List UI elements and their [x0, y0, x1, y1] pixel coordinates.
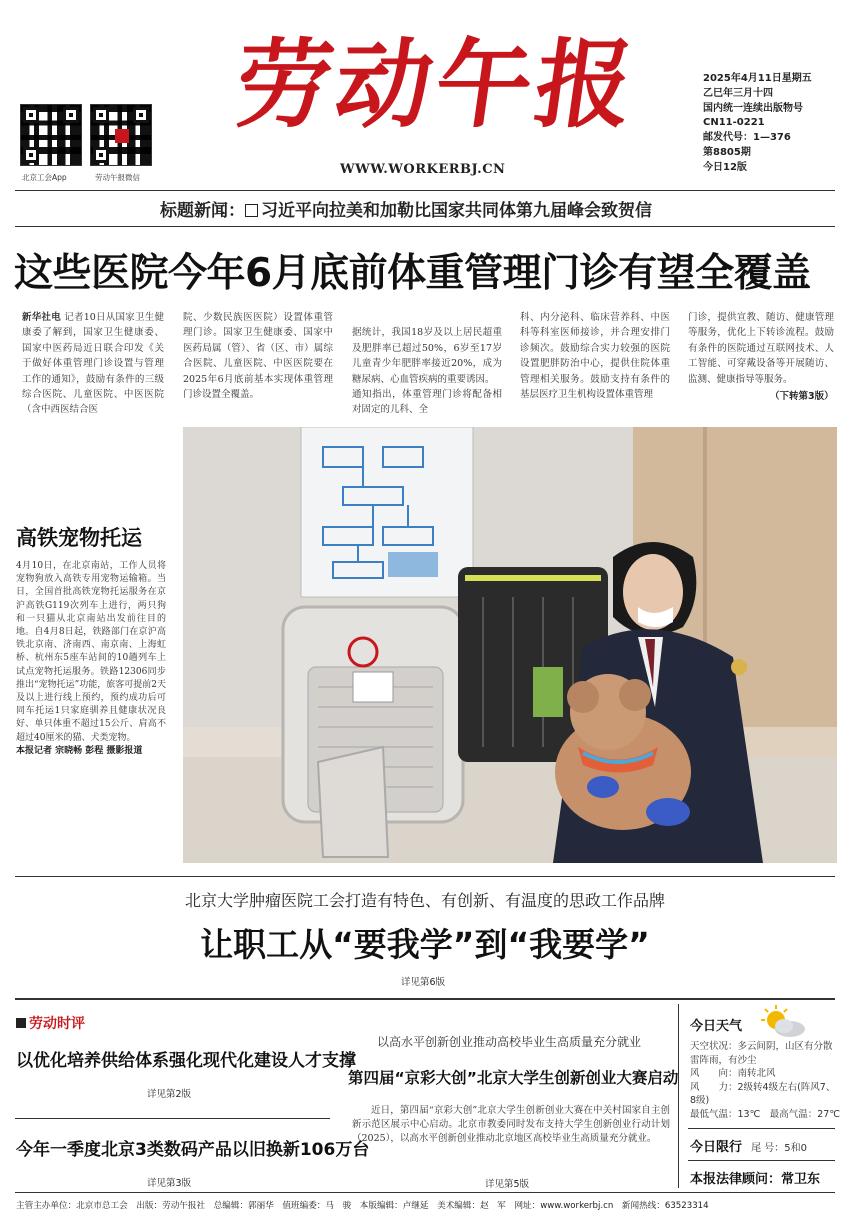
lead-text-4: 科、内分泌科、临床营养科、中医科等科室医师接诊，并合理安排门诊频次。鼓励综合实力较强的医院设置肥胖防治中心，提供住院体重管理相关服务。鼓励支持有条件的基层医疗卫生机构设置体重管理 [520, 312, 670, 401]
qr-eye-icon [133, 107, 149, 123]
qr-eye-icon [63, 107, 79, 123]
weather-wind-direction: 风 向：南转北风 [690, 1068, 776, 1079]
lead-text-3: 据统计，我国18岁及以上居民超重及肥胖率已超过50%，6岁至17岁儿童青少年肥胖率接近20%，成为糖尿病、心血管疾病的重要诱因。 通知指出，体重管理门诊将配备相对固定的儿科、全 [352, 327, 502, 416]
headline-news-text: 习近平向拉美和加勒比国家共同体第九届峰会致贺信 [261, 201, 652, 221]
square-bullet-icon [16, 1018, 26, 1028]
issue-number: 第8805期 [703, 146, 751, 158]
photo-story-text: 4月10日，在北京南站，工作人员将宠物狗放入高铁专用宠物运输箱。当日，全国首批高铁宠物托运服务在京沪高铁G119次列车上进行，两只狗和一只猫从北京南站出发前往目的地。自4月8日起，铁路部门在京沪高铁北京南、济南西、南京南、上海虹桥、杭州东5座车站间的10趟列车上试点宠物托运服务。铁路12306同步推出“宠物托运”功能，旅客可提前2天及以上进行线上预约，预约成功后可同车托运1只家庭驯养且健康状况良好、单只体重不超过15公斤、肩高不超过40厘米的猫、犬类宠物。 [16, 561, 166, 743]
weather-temperature: 最低气温：13℃ 最高气温：27℃ [690, 1108, 841, 1120]
contest-body [352, 1104, 670, 1147]
feature-subtitle: 北京大学肿瘤医院工会打造有特色、有创新、有温度的思政工作品牌 [184, 891, 665, 910]
masthead-url[interactable]: WWW.WORKERBJ.CN [340, 162, 506, 177]
contest-jump[interactable]: 详见第5版 [485, 1179, 530, 1190]
qr-eye-icon [93, 107, 109, 123]
weather-details [690, 1040, 840, 1121]
lead-dateline: 新华社电 [22, 312, 61, 323]
serial-label: 国内统一连续出版物号 [703, 102, 803, 114]
photo-credit: 本报记者 宗晓畅 彭程 摄影报道 [16, 745, 143, 756]
qr-eye-icon [93, 147, 109, 163]
logo-icon [115, 129, 129, 143]
masthead-logo: 劳动午报 [228, 28, 645, 141]
photo-story-title[interactable]: 高铁宠物托运 [16, 526, 142, 550]
commentary-header [16, 1013, 85, 1033]
commentary-divider [15, 1118, 330, 1119]
weather-wind-force: 风 力：2级转4级左右(阵风7、8级) [690, 1081, 836, 1106]
weather-title: 今日天气 [690, 1019, 743, 1034]
footer-credits: 主管主办单位：北京市总工会 出版：劳动午报社 总编辑：郭丽华 值班编委：马 骏 本版编辑：卢继延 美术编辑：赵 军 网址：www.workerbj.cn 新闻热线：63523314 [16, 1201, 709, 1211]
qr-eye-icon [23, 107, 39, 123]
legal-advisor: 本报法律顾问：常卫东 [690, 1172, 821, 1187]
feature-jump[interactable]: 详见第6版 [401, 977, 446, 988]
lead-text-2: 院、少数民族医医院）设置体重管理门诊。国家卫生健康委、国家中医药局属（管）、省（区、市）属综合医院、儿童医院、中医医院要在2025年6月底前基本实现体重管理门诊设置全覆盖。 [183, 312, 333, 401]
lead-text-1: 记者10日从国家卫生健康委了解到，国家卫生健康委、国家中医药局近日联合印发《关于做好体重管理门诊设置与管理工作的通知》，鼓励有条件的三级综合医院、儿童医院、中医医院（含中西医结合医 [22, 312, 164, 416]
feature-title[interactable]: 让职工从“要我学”到“我要学” [200, 925, 650, 964]
weather-divider [688, 1128, 835, 1129]
masthead-divider [15, 190, 835, 191]
photo-illustration [183, 427, 837, 863]
qr-right-label: 劳动午报微信 [95, 173, 140, 182]
qr-eye-icon [23, 147, 39, 163]
photo-story-body [16, 560, 166, 758]
issue-date: 2025年4月11日星期五 [703, 73, 812, 84]
photo-pet-transport [183, 427, 837, 863]
feature-divider [15, 998, 835, 1000]
contest-title[interactable]: 第四届“京彩大创”北京大学生创新创业大赛启动 [348, 1069, 679, 1087]
sidebar-divider [678, 1004, 679, 1188]
lead-column-2 [183, 310, 333, 402]
qr-left-label: 北京工会App [22, 173, 67, 182]
lead-column-1 [22, 310, 164, 418]
postcode: 邮发代号：1—376 [703, 132, 791, 144]
commentary-item-1-jump[interactable]: 详见第2版 [147, 1089, 192, 1100]
footer-divider [15, 1192, 835, 1193]
headline-news-label: 标题新闻： [160, 201, 245, 221]
restriction-block [690, 1136, 807, 1155]
page-count: 今日12版 [703, 161, 747, 173]
lead-jump[interactable]: （下转第3版） [770, 391, 834, 402]
restriction-divider [688, 1160, 835, 1161]
photo-divider [15, 876, 835, 877]
headline-divider [15, 226, 835, 227]
sun-cloud-icon [758, 1004, 808, 1040]
commentary-item-2-jump[interactable]: 详见第3版 [147, 1178, 192, 1189]
lead-column-4 [520, 310, 670, 402]
qr-code-app[interactable] [20, 104, 82, 166]
lead-column-3 [352, 310, 502, 418]
lunar-date: 乙巳年三月十四 [703, 87, 773, 99]
restriction-title: 今日限行 [690, 1140, 743, 1155]
qr-code-wechat[interactable] [90, 104, 152, 166]
commentary-item-2-title[interactable]: 今年一季度北京3类数码产品以旧换新106万台 [16, 1140, 370, 1160]
weather-sky: 天空状况：多云间阴，山区有分散雷阵雨，有沙尘 [690, 1041, 833, 1066]
masthead-info [703, 72, 812, 176]
cn-number: CN11-0221 [703, 117, 765, 129]
lead-column-5 [688, 310, 834, 387]
restriction-text: 尾 号：5和0 [751, 1143, 808, 1154]
checkbox-icon [245, 204, 258, 217]
commentary-label: 劳动时评 [29, 1016, 85, 1032]
lead-text-5: 门诊，提供宣教、随访、健康管理等服务，优化上下转诊流程。鼓励有条件的医院通过互联网技术、人工智能、可穿戴设备等开展随访、监测、健康指导等服务。 [688, 312, 834, 385]
headline-news-bar[interactable] [160, 196, 652, 221]
commentary-item-1-title[interactable]: 以优化培养供给体系强化现代化建设人才支撑 [16, 1051, 356, 1071]
contest-text: 近日，第四届“京彩大创”北京大学生创新创业大赛在中关村国家自主创新示范区展示中心启动。北京市教委同时发布支持大学生创新创业行动计划（2025），以高水平创新创业推动北京地区高校毕业生高质量充分就业。 [352, 1105, 670, 1145]
lead-title[interactable]: 这些医院今年6月底前体重管理门诊有望全覆盖 [14, 251, 811, 296]
contest-kicker: 以高水平创新创业推动高校毕业生高质量充分就业 [377, 1035, 642, 1049]
